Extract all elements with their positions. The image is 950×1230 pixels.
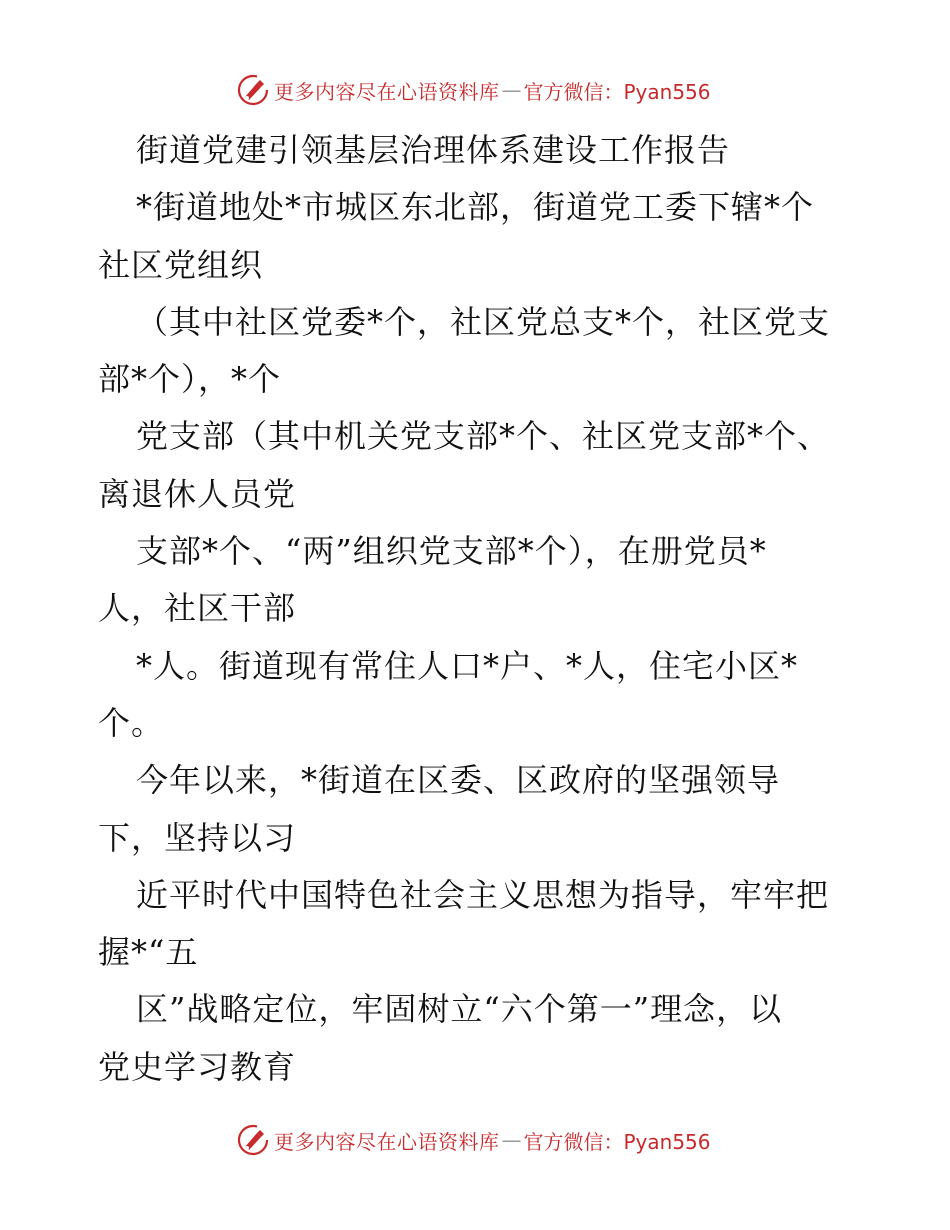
text-line: 今年以来，*街道在区委、区政府的坚强领导 xyxy=(136,761,781,800)
watermark-bottom xyxy=(236,1120,711,1160)
text-line: 党支部（其中机关党支部*个、社区党支部*个、 xyxy=(136,417,831,456)
watermark-wechat: 官方微信：Pyan556 xyxy=(523,79,711,104)
text-line: 近平时代中国特色社会主义思想为指导，牢牢把 xyxy=(136,875,830,914)
pen-nib-logo-icon xyxy=(236,1123,270,1157)
text-line: 部*个），*个 xyxy=(98,360,282,399)
watermark-top xyxy=(236,70,711,110)
watermark-dash: — xyxy=(501,78,522,102)
text-line: 个。 xyxy=(98,703,165,742)
watermark-wechat: 官方微信：Pyan556 xyxy=(523,1129,711,1154)
text-line: 离退休人员党 xyxy=(98,474,297,513)
text-line: *街道地处*市城区东北部，街道党工委下辖*个 xyxy=(136,188,815,227)
text-line: 区”战略定位，牢固树立“六个第一”理念，以 xyxy=(136,990,783,1029)
text-line: 握*“五 xyxy=(98,933,199,972)
text-line: 社区党组织 xyxy=(98,245,264,284)
text-line: 支部*个、“两”组织党支部*个），在册党员* xyxy=(136,532,767,571)
document-title: 街道党建引领基层治理体系建设工作报告 xyxy=(136,131,731,169)
text-line: 人，社区干部 xyxy=(98,589,297,628)
watermark-text: 更多内容尽在心语资料库 xyxy=(274,1129,500,1154)
text-line: *人。街道现有常住人口*户、*人，住宅小区* xyxy=(136,646,799,685)
pen-nib-logo-icon xyxy=(236,73,270,107)
text-line: （其中社区党委*个，社区党总支*个，社区党支 xyxy=(136,302,831,341)
watermark-dash: — xyxy=(501,1128,522,1152)
text-line: 下，坚持以习 xyxy=(98,818,297,857)
text-line: 党史学习教育 xyxy=(98,1047,297,1086)
document-body xyxy=(98,122,888,1096)
watermark-text: 更多内容尽在心语资料库 xyxy=(274,79,500,104)
